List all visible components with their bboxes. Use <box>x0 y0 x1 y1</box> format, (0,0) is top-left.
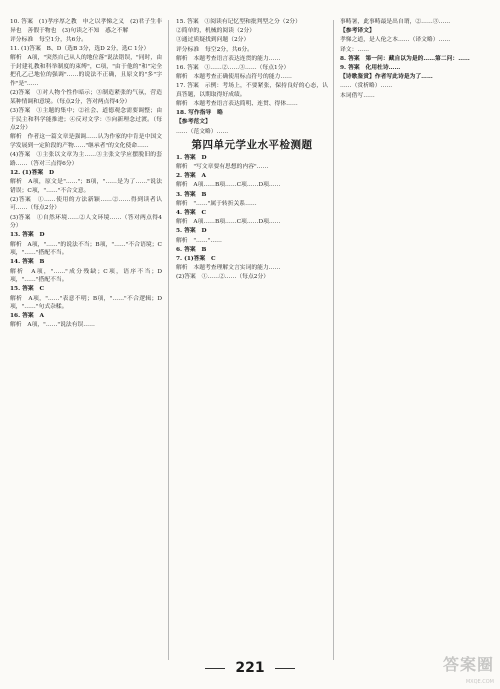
middle-column-top <box>176 18 328 136</box>
answer-paragraph: 解析 A项，"……"的说法不当；B项，"……"不合语境；C项，"……"搭配不当。 <box>10 241 162 257</box>
answer-paragraph: (3)答案 ①主题的集中；②社会、道德观念需要调整；由于民主和科学能推进；④反对文学：⑤向新理念过渡。（每点2分） <box>10 107 162 132</box>
answer-paragraph: 孝悌之道，是人伦之本……（译文略）…… <box>340 37 451 44</box>
section-title: 第四单元学业水平检测题 <box>191 139 313 152</box>
answer-paragraph: 事畴暑，此事畴最是出自谓，②……③…… <box>340 19 451 25</box>
answer-paragraph: 解析 A项，"……"表意不明；B项，"……"不合逻辑；D项，"……"句式杂糅。 <box>10 295 162 311</box>
watermark-logo <box>424 649 494 685</box>
answer-paragraph: 本词借写…… <box>340 92 375 99</box>
answer-paragraph: 6. 答案 B <box>176 246 207 253</box>
answer-paragraph: 解析 A项……B项……C项……D项…… <box>176 219 281 226</box>
middle-column <box>176 18 328 282</box>
answer-paragraph: (2)答案 ①……使用的方法新颖……②……得到读者认可……（每点2分） <box>10 196 162 212</box>
answer-paragraph: (2)答案 ①对人物个性作暗示；③制造紧张的气氛，营造某种情调和意境。（每点2分，答对两点得4分） <box>10 90 162 105</box>
answer-paragraph: 解析 "……"属于转折关系…… <box>176 200 257 207</box>
answer-paragraph: 16. 答案 ①……②……③……（每点1分） <box>176 64 290 71</box>
answer-paragraph: 15. 答案 ①阅读有记忆型和批判型之分（2分） <box>176 19 301 25</box>
answer-paragraph: 5. 答案 D <box>176 228 207 235</box>
answer-paragraph: 解析 本题考查语言表达简明、连贯、得体…… <box>176 101 298 108</box>
answer-paragraph: ……（赏析略）…… <box>340 83 393 90</box>
answer-paragraph: ③通过质疑找到问题（2分） <box>176 37 250 44</box>
watermark-url: MXQE.COM <box>465 679 494 685</box>
answer-paragraph: 9. 答案 化用杜诗…… <box>340 64 401 71</box>
answer-paragraph: 解析 本题考查理解文言实词的能力…… <box>176 265 281 272</box>
answer-paragraph: 解析 A项，"……"说法有误…… <box>10 322 95 329</box>
watermark-text: 答案圈 <box>442 655 494 674</box>
answer-paragraph: (4)答案 ①主张以文章为主……③主张文学应摆脱旧的套路……（答对三点得6分） <box>10 152 162 167</box>
answer-paragraph: (3)答案 ①自然环境……②人文环境……（答对两点得4分） <box>10 214 162 230</box>
answer-paragraph: 【参考范文】 <box>176 119 211 126</box>
answer-paragraph: 17. 答案 示例：考场上，不要紧张，保持良好的心态，认真答题，以期取得好成绩。 <box>176 83 328 98</box>
answer-paragraph: 11. (1)答案 B、D（选B 3分，选D 2分，选C 1分） <box>10 45 150 52</box>
answer-paragraph: 解析 A项，"……"成分残缺；C项，语序不当；D项，"……"搭配不当。 <box>10 268 162 284</box>
answer-paragraph: 18. 写作指导 略 <box>176 110 223 117</box>
answer-paragraph: 【诗歌鉴赏】作者写此诗是为了…… <box>340 74 433 81</box>
left-column <box>10 18 162 331</box>
answer-paragraph: 3. 答案 B <box>176 191 207 198</box>
answer-paragraph: 【参考译文】 <box>340 28 375 35</box>
answer-paragraph: (2)答案 ①……②……（每点2分） <box>176 274 270 281</box>
answer-paragraph: 13. 答案 D <box>10 232 45 239</box>
answer-paragraph: ②简单的，机械的阅读（2分） <box>176 28 256 35</box>
answer-paragraph: 15. 答案 C <box>10 286 45 293</box>
answer-paragraph: 解析 "写文章要有思想的内容"…… <box>176 164 269 171</box>
answer-paragraph: 解析 A项，"突然自己从人的地位落"说法错误，"同时，由于封建礼教和科举制度的束缚"，C项，"由于他的"和"完全把孔乙己地位的强调"……的说法不正确，且原文的"多"字作"是"…… <box>10 55 162 87</box>
answer-paragraph: 1. 答案 D <box>176 154 207 161</box>
answer-paragraph: 评分标准 每空2分，共6分。 <box>176 46 253 53</box>
column-divider-2 <box>333 20 334 660</box>
answer-paragraph: 16. 答案 A <box>10 313 44 320</box>
answer-paragraph: 解析 "……"…… <box>176 237 222 244</box>
answer-paragraph: 评分标准 每空1分，共6分。 <box>10 36 87 43</box>
answer-paragraph: 解析 A项，原文是"……"；B项，"……是为了……"说法错误；C项，"……"不合文意。 <box>10 179 162 194</box>
answer-paragraph: 4. 答案 C <box>176 209 207 216</box>
answer-paragraph: 14. 答案 B <box>10 259 45 266</box>
answer-paragraph: 解析 本题考查正确使用标点符号的能力…… <box>176 74 292 81</box>
answer-paragraph: 2. 答案 A <box>176 173 206 180</box>
answer-paragraph: 10. 答案 (1)孝序厚之教 申之以孝悌之义 (2)君子生非异也 善假于物也 (3)句读之不知 惑之不解 <box>10 19 162 34</box>
answer-paragraph: 解析 A项……B项……C项……D项…… <box>176 182 281 189</box>
answer-paragraph: 译文：…… <box>340 46 369 53</box>
middle-column-bottom <box>176 154 328 282</box>
page-number-rule-right <box>275 668 295 669</box>
column-divider-1 <box>168 20 169 660</box>
answer-paragraph: ……（范文略）…… <box>176 128 229 135</box>
answer-paragraph: 7. (1)答案 C <box>176 255 216 262</box>
answer-paragraph: 12. (1)答案 D <box>10 169 55 176</box>
answer-paragraph: 8. 答案 第一问：藏自以为是的……第二问：…… <box>340 55 470 62</box>
page-number: 221 <box>235 660 265 676</box>
right-column <box>340 18 490 101</box>
answer-paragraph: 解析 作者这一篇文章是强调……认为作家的中肯是中国文学发展到一定阶段的产物……"继承者"的文化使命…… <box>10 134 162 149</box>
answer-paragraph: 解析 本题考查语言表达连贯的能力…… <box>176 55 281 62</box>
